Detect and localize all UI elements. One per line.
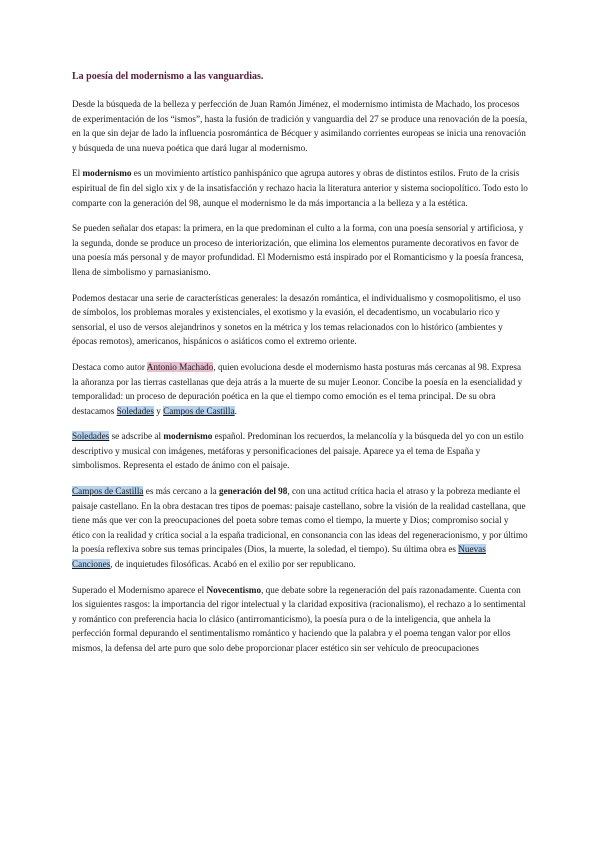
paragraph-caracteristicas: Podemos destacar una serie de características generales: la desazón romántica, el individualismo y cosmopolitismo, el uso de símbolos, los problemas morales y existenciales, el exotismo y la evasión, el decadentismo, un vocabulario rico y sensorial, el uso de versos alejandrinos y sonetos en la métrica y los temas relacionados con lo histórico (ambientes y épocas remotos), americanos, hispánicos o asiáticos como el extremo oriente.: [72, 292, 521, 347]
paragraph-soledades: [72, 429, 528, 473]
text: es un movimiento artístico panhispánico que agrupa autores y obras de distintos estilos. Fruto de la crisis espiritual de fin del siglo xix y de la insatisfacción y rechazo hacia la literatura anterior y sistema sociopolítico. Todo esto lo comparte con la generación del 98, aunque el modernismo le da más importancia a la belleza y a la estética.: [72, 168, 528, 208]
text: y: [153, 405, 164, 416]
paragraph-etapas: Se pueden señalar dos etapas: la primera, en la que predominan el culto a la forma, con una poesía sensorial y artificiosa, y la segunda, donde se produce un proceso de interiorización, que elimina los elementos puramente decorativos en favor de una poesía más personal y de mayor profundidad. El Modernismo está inspirado por el Romanticismo y la poesía francesa, llena de simbolismo y parnasianismo.: [72, 223, 524, 277]
link-campos-de-castilla-heading[interactable]: Campos de Castilla: [72, 486, 144, 497]
text: se adscribe al: [109, 431, 164, 442]
link-soledades[interactable]: Soledades: [116, 405, 154, 416]
link-nuevas-canciones[interactable]: Nuevas Canciones: [72, 544, 486, 570]
paragraph-campos-de-castilla: [72, 484, 528, 572]
bold-term-modernismo: modernismo: [82, 168, 132, 179]
paragraph-intro: Desde la búsqueda de la belleza y perfección de Juan Ramón Jiménez, el modernismo intimista de Machado, los procesos de experimentación de los “ismos”, hasta la fusión de tradición y vanguardia del 27 se produce una renovación de la poesía, en la que sin dejar de lado la influencia posromántica de Bécquer y asimilando corrientes europeas se inicia una renovación y búsqueda de una nueva poética que dará lugar al modernismo.: [72, 99, 528, 153]
paragraph-novecentismo: [72, 583, 528, 656]
text: , con una actitud crítica hacia el atraso y la pobreza mediante el paisaje castellano. En la obra destacan tres tipos de poemas: paisaje castellano, sobre la visión de la realidad castellana, que tiene más que ver con la preocupaciones del poeta sobre temas como el tiempo, la muerte y Dios; compromiso social y ético con la realidad y crítica social a la españa tradicional, en consonancia con las ideas del regeneracionismo, y por último la poesía reflexiva sobre sus temas principales (Dios, la muerte, la soledad, el tiempo). Su última obra es: [72, 486, 528, 555]
text: , quien evoluciona desde el modernismo hasta posturas más cercanas al 98. Expresa la añoranza por las tierras castellanas que deja atrás a la muerte de su mujer Leonor. Concibe la poesía en la esencialidad y temporalidad: un proceso de depuración poética en la que el tiempo como emoción es el tema principal. De su obra destacamos: [72, 361, 523, 416]
link-soledades-heading[interactable]: Soledades: [72, 431, 110, 442]
document-title: La poesía del modernismo a las vanguardias.: [72, 71, 264, 82]
paragraph-machado: [72, 360, 528, 418]
bold-term-generacion-98: generación del 98: [218, 486, 288, 497]
bold-term-novecentismo: Novecentismo: [206, 584, 262, 595]
text: es más cercano a la: [143, 486, 219, 497]
paragraph-modernismo: [72, 166, 528, 210]
text: español. Predominan los recuerdos, la melancolía y la búsqueda del yo con un estilo descriptivo y musical con imágenes, metáforas y personificaciones del paisaje. Aparece ya el tema de España y simbolismos. Representa el estado de ánimo con el paisaje.: [72, 431, 524, 471]
text: Destaca como autor: [72, 361, 147, 372]
bold-term-modernismo: modernismo: [163, 431, 213, 442]
text: , que debate sobre la regeneración del país razonadamente. Cuenta con los siguientes rasgos: la importancia del rigor intelectual y la claridad expositiva (racionalismo), el rechazo a lo sentimental y romántico con preferencia hacia lo clásico (antirromanticismo), la poesía pura o de la inteligencia, que anhela la perfección formal depurando el sentimentalismo romántico y haciendo que la palabra y el poema tengan valor por ellos mismos, la defensa del arte puro que solo debe proporcionar placer estético sin ser vehículo de preocupaciones: [72, 584, 526, 653]
highlight-antonio-machado: Antonio Machado: [146, 361, 214, 372]
text: El: [72, 168, 83, 179]
text: Superado el Modernismo aparece el: [72, 584, 207, 595]
link-campos-de-castilla[interactable]: Campos de Castilla: [163, 405, 235, 416]
text: , de inquietudes filosóficas. Acabó en el exilio por ser republicano.: [110, 559, 356, 570]
text: .: [234, 405, 237, 416]
